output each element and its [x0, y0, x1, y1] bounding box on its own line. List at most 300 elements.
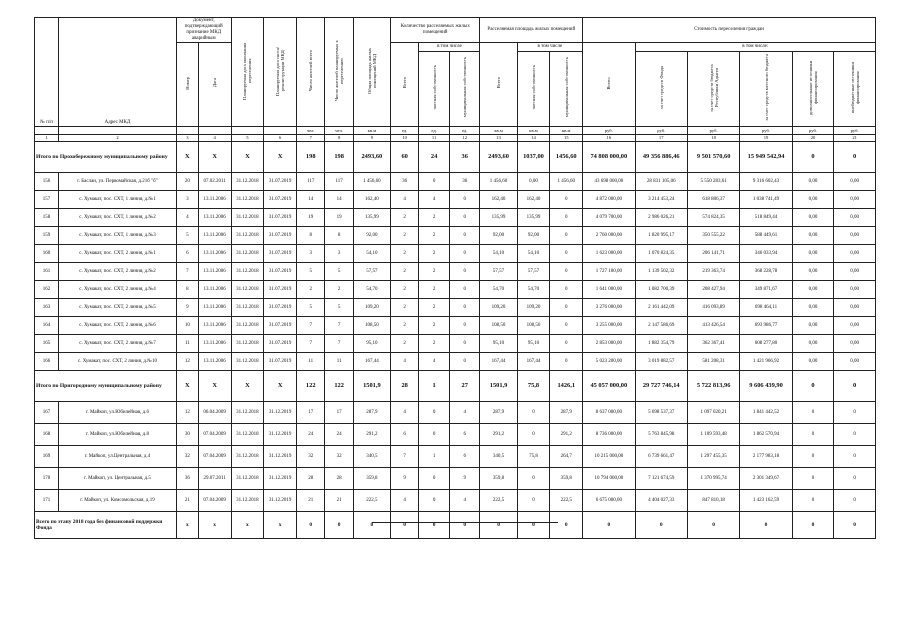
table-cell: 2 853 000,00	[583, 335, 635, 353]
table-cell: 167,44	[480, 353, 517, 371]
row-address: г. Майкоп, ул. Центральная, д.5	[59, 468, 177, 490]
table-cell: 21	[297, 490, 325, 512]
table-cell: 13.11.2006	[198, 317, 231, 335]
table-row	[35, 446, 876, 468]
table-cell: 1 862 570,94	[740, 424, 792, 446]
table-cell: 135,99	[480, 209, 517, 227]
table-cell: 2	[419, 209, 450, 227]
header-cost-group: Стоимость переселения граждан	[583, 18, 876, 43]
table-cell: 0	[517, 424, 550, 446]
table-cell: 24	[419, 142, 450, 173]
table-cell	[231, 127, 264, 135]
table-cell: 9	[449, 468, 480, 490]
table-cell: 6	[449, 446, 480, 468]
table-cell: 0	[792, 468, 834, 490]
table-cell: 43 698 000,00	[583, 173, 635, 191]
table-cell: 36	[449, 173, 480, 191]
table-cell: 368 228,78	[740, 263, 792, 281]
table-cell: 1 109 593,48	[687, 424, 739, 446]
table-cell: 11	[325, 353, 353, 371]
table-cell: 24	[297, 424, 325, 446]
table-cell: 5 722 813,96	[687, 371, 739, 402]
table-cell: 0	[419, 402, 450, 424]
row-number: 170	[35, 468, 59, 490]
row-number: 160	[35, 245, 59, 263]
table-cell: 31.12.2018	[231, 424, 264, 446]
table-cell: 2	[390, 245, 418, 263]
table-cell: 413 426,54	[687, 317, 739, 335]
table-cell: 0	[517, 468, 550, 490]
table-cell: 31.12.2018	[231, 335, 264, 353]
table-cell: 31.12.2019	[264, 402, 297, 424]
table-cell: 108,50	[480, 317, 517, 335]
table-cell: 0	[449, 317, 480, 335]
table-cell: 416 093,89	[687, 299, 739, 317]
row-number: 166	[35, 353, 59, 371]
table-cell: 0,00	[792, 281, 834, 299]
table-cell: ед.	[419, 127, 450, 135]
table-cell: 13	[480, 135, 517, 142]
table-cell: 2 161 442,09	[635, 299, 687, 317]
table-cell: 5	[231, 135, 264, 142]
table-cell: 0	[517, 402, 550, 424]
table-cell: 2 301 349,67	[740, 468, 792, 490]
table-cell: 0	[449, 281, 480, 299]
row-address: с. Хумакат, пос. СХТ, 1 линия, д.№3	[59, 227, 177, 245]
header-rooms-sub: в том числе	[419, 43, 480, 52]
table-cell: 109,20	[517, 299, 550, 317]
table-cell: 0	[550, 353, 583, 371]
table-cell: 31.12.2018	[231, 281, 264, 299]
table-cell: 57,57	[353, 263, 390, 281]
table-cell: 2	[419, 281, 450, 299]
table-row	[35, 209, 876, 227]
table-cell: X	[231, 371, 264, 402]
table-row	[35, 173, 876, 191]
table-cell: 5	[297, 299, 325, 317]
table-cell: 9 501 570,60	[687, 142, 739, 173]
table-cell: 1 456,60	[480, 173, 517, 191]
table-cell: 0	[834, 371, 876, 402]
table-cell: 54,10	[517, 245, 550, 263]
table-cell: 0,00	[792, 263, 834, 281]
table-cell	[35, 127, 59, 135]
table-cell: 4	[449, 490, 480, 512]
table-cell: 1501,9	[480, 371, 517, 402]
table-row	[35, 263, 876, 281]
units-row	[35, 127, 876, 135]
table-cell: 222,5	[353, 490, 390, 512]
table-cell: 1 370 995,74	[687, 468, 739, 490]
table-cell: чел.	[297, 127, 325, 135]
header-doc-group: Документ, подтверждающий признание МКД аварийным	[176, 18, 231, 43]
table-cell: 5 023 200,00	[583, 353, 635, 371]
table-cell: 4	[419, 353, 450, 371]
table-cell: 0	[635, 512, 687, 539]
table-cell: 1 097 020,21	[687, 402, 739, 424]
table-cell: 10 215 000,00	[583, 446, 635, 468]
table-cell: 31.07.2019	[264, 227, 297, 245]
header-num: № п/п	[35, 18, 59, 127]
table-cell: 31.12.2018	[231, 263, 264, 281]
table-row	[35, 281, 876, 299]
table-cell: 1 882 354,79	[635, 335, 687, 353]
table-cell: 27	[449, 371, 480, 402]
table-cell: 30	[176, 424, 198, 446]
table-cell: 17	[635, 135, 687, 142]
table-cell: руб.	[740, 127, 792, 135]
table-cell: 36	[449, 142, 480, 173]
table-cell: 13.11.2006	[198, 281, 231, 299]
table-cell: 57,57	[517, 263, 550, 281]
table-cell: 4	[390, 490, 418, 512]
table-cell: 4	[390, 402, 418, 424]
row-number: 164	[35, 317, 59, 335]
table-cell: 7	[297, 135, 325, 142]
table-cell: 31.07.2019	[264, 317, 297, 335]
table-cell: 31.12.2018	[231, 468, 264, 490]
table-cell: 0,00	[834, 281, 876, 299]
table-cell: 1037,00	[517, 142, 550, 173]
table-cell	[198, 127, 231, 135]
table-cell: 0	[834, 402, 876, 424]
table-cell: 109,20	[480, 299, 517, 317]
header-rooms-total: Всего	[390, 43, 418, 127]
row-address: г. Майкоп, ул. Комсомольская, д.19	[59, 490, 177, 512]
table-cell: 108,50	[353, 317, 390, 335]
table-cell: 0,00	[834, 245, 876, 263]
table-cell: 7	[297, 335, 325, 353]
table-cell: 162,40	[353, 191, 390, 209]
table-cell: 31.12.2018	[231, 402, 264, 424]
table-cell: 2	[419, 245, 450, 263]
table-cell: 0	[297, 512, 325, 539]
table-cell: 32	[176, 446, 198, 468]
table-cell: 0	[740, 512, 792, 539]
table-cell: 0	[834, 468, 876, 490]
table-cell: 0	[792, 490, 834, 512]
table-cell: кв.м	[517, 127, 550, 135]
table-cell: 24	[325, 424, 353, 446]
table-cell	[59, 127, 177, 135]
table-cell: 0	[449, 263, 480, 281]
table-cell: 15 949 542,94	[740, 142, 792, 173]
table-cell: 0	[449, 512, 480, 539]
table-cell: 13.11.2006	[198, 353, 231, 371]
table-cell: 9	[390, 468, 418, 490]
row-number: 163	[35, 299, 59, 317]
table-cell: 162,40	[480, 191, 517, 209]
row-number: 171	[35, 490, 59, 512]
table-cell: X	[198, 142, 231, 173]
table-cell: 07.04.2009	[198, 424, 231, 446]
table-cell: 0	[480, 512, 517, 539]
table-row	[35, 335, 876, 353]
table-row	[35, 317, 876, 335]
table-row	[35, 227, 876, 245]
table-cell: 54,70	[517, 281, 550, 299]
table-row	[35, 468, 876, 490]
table-cell: 17	[325, 402, 353, 424]
table-cell: 31.12.2019	[264, 468, 297, 490]
table-cell: 7 121 674,59	[635, 468, 687, 490]
table-cell: 2	[419, 317, 450, 335]
table-cell: 17	[297, 402, 325, 424]
header-residents: Число жителей всего	[297, 18, 325, 127]
table-cell: 0	[550, 263, 583, 281]
table-cell: 5	[325, 263, 353, 281]
table-cell: 3 214 453,24	[635, 191, 687, 209]
table-cell: 21	[834, 135, 876, 142]
header-rooms-group: Количество расселяемых жилых помещений	[390, 18, 480, 43]
district-total-row	[35, 142, 876, 173]
table-cell: 12	[449, 135, 480, 142]
row-address: г. Майкоп, ул.Юбилейная, д.6	[59, 402, 177, 424]
table-cell: кв.м	[353, 127, 390, 135]
table-cell: 31.12.2018	[231, 490, 264, 512]
table-cell: 1426,1	[550, 371, 583, 402]
table-cell: 19	[297, 209, 325, 227]
table-cell: 608 277,80	[740, 335, 792, 353]
row-number: 167	[35, 402, 59, 424]
table-cell: 117	[297, 173, 325, 191]
table-cell: 135,99	[517, 209, 550, 227]
table-cell: 31.12.2018	[231, 317, 264, 335]
table-cell: 92,00	[480, 227, 517, 245]
table-cell: 2	[390, 263, 418, 281]
table-cell: 54,10	[353, 245, 390, 263]
table-cell: 4 404 027,33	[635, 490, 687, 512]
header-rooms-municipal: муниципальная собственность	[449, 52, 480, 127]
table-cell: X	[231, 142, 264, 173]
table-cell: 0	[353, 512, 390, 539]
table-cell: 1 421 966,92	[740, 353, 792, 371]
table-body	[35, 127, 876, 539]
table-cell: 36	[390, 173, 418, 191]
table-cell: 9	[176, 299, 198, 317]
table-cell: 21	[325, 490, 353, 512]
table-cell: 2 760 000,00	[583, 227, 635, 245]
table-cell: 13.11.2006	[198, 227, 231, 245]
table-cell: 06.04.2009	[198, 402, 231, 424]
table-cell: ед.	[449, 127, 480, 135]
table-cell: 19	[325, 209, 353, 227]
table-cell: 95,10	[480, 335, 517, 353]
row-address: с. Хумакат, пос. СХТ, 2 линия, д.№5	[59, 299, 177, 317]
table-cell: 0	[792, 371, 834, 402]
table-cell: 359,8	[550, 468, 583, 490]
table-cell: 206 141,71	[687, 245, 739, 263]
table-cell: X	[264, 371, 297, 402]
table-cell: 31.07.2019	[264, 173, 297, 191]
table-cell: 32	[297, 446, 325, 468]
table-cell: 11	[419, 135, 450, 142]
table-cell: 31.07.2019	[264, 209, 297, 227]
table-cell: 2	[390, 209, 418, 227]
table-cell: 346 033,94	[740, 245, 792, 263]
row-number: 162	[35, 281, 59, 299]
table-cell: руб.	[635, 127, 687, 135]
table-cell: 0	[550, 245, 583, 263]
header-cost-rb: за счет средств бюджета Республики Адыгея	[687, 52, 739, 127]
header-area-sub: в том числе	[517, 43, 583, 52]
table-cell: 7	[325, 317, 353, 335]
table-cell: 2	[390, 299, 418, 317]
table-cell: 10	[390, 135, 418, 142]
table-cell: x	[176, 512, 198, 539]
table-cell: 18	[687, 135, 739, 142]
table-cell: 2	[390, 281, 418, 299]
table-cell: 0,00	[834, 191, 876, 209]
table-cell: 1 456,60	[353, 173, 390, 191]
table-cell: 13.11.2006	[198, 191, 231, 209]
table-cell: 54,10	[480, 245, 517, 263]
register-sheet	[34, 17, 876, 539]
row-address: с. Хумакат, пос. СХТ, 2 линия, д.№4	[59, 281, 177, 299]
table-cell: 31.12.2018	[231, 353, 264, 371]
table-cell: 0	[419, 490, 450, 512]
table-cell: 0	[834, 512, 876, 539]
table-cell: 0,00	[834, 227, 876, 245]
table-cell: 5	[325, 299, 353, 317]
table-cell: 4	[176, 209, 198, 227]
row-number: 158	[35, 209, 59, 227]
table-cell: 0	[792, 142, 834, 173]
table-cell: 95,10	[353, 335, 390, 353]
table-cell: 13.11.2006	[198, 263, 231, 281]
table-cell: 0	[390, 512, 418, 539]
table-cell: 19	[740, 135, 792, 142]
table-cell: 3	[325, 245, 353, 263]
header-cost-fund: за счет средств Фонда	[635, 52, 687, 127]
table-cell: 31.12.2019	[264, 490, 297, 512]
table-cell: 31.07.2019	[264, 263, 297, 281]
table-cell: X	[198, 371, 231, 402]
table-cell: 3 019 882,57	[635, 353, 687, 371]
table-cell: X	[176, 142, 198, 173]
row-number: 161	[35, 263, 59, 281]
table-cell: 2	[59, 135, 177, 142]
table-cell: 8	[325, 227, 353, 245]
table-cell: 4 079 700,00	[583, 209, 635, 227]
table-cell: 287,9	[480, 402, 517, 424]
header-cost-sub: в том числе:	[635, 43, 875, 52]
table-cell: 0,00	[792, 317, 834, 335]
table-cell: 0	[449, 245, 480, 263]
header-rooms-private: частная собственность	[419, 52, 450, 127]
table-cell: 291,2	[550, 424, 583, 446]
table-cell: 31.12.2018	[231, 191, 264, 209]
table-cell: 0,00	[792, 335, 834, 353]
table-cell	[264, 127, 297, 135]
table-cell: 0	[449, 353, 480, 371]
table-cell: 6	[449, 424, 480, 446]
table-cell: 108,50	[517, 317, 550, 335]
table-cell: 0	[834, 490, 876, 512]
table-cell: 74 808 000,00	[583, 142, 635, 173]
table-cell: 1	[419, 446, 450, 468]
table-cell: 340,5	[480, 446, 517, 468]
table-cell: 7	[297, 317, 325, 335]
table-cell: 291,2	[353, 424, 390, 446]
table-cell: 4 872 000,00	[583, 191, 635, 209]
table-cell: 54,70	[480, 281, 517, 299]
table-cell: 3 276 000,00	[583, 299, 635, 317]
table-cell: 222,5	[550, 490, 583, 512]
table-cell: 1 841 442,52	[740, 402, 792, 424]
table-cell: 31.12.2019	[264, 446, 297, 468]
table-cell: 122	[325, 371, 353, 402]
table-cell: 12	[176, 402, 198, 424]
table-cell: руб.	[687, 127, 739, 135]
table-cell: 5 698 537,37	[635, 402, 687, 424]
table-cell: 2 177 983,18	[740, 446, 792, 468]
table-cell: 2	[390, 335, 418, 353]
table-cell: 2	[419, 299, 450, 317]
table-cell: 12	[176, 353, 198, 371]
table-cell: 9	[353, 135, 390, 142]
header-area-total: Общая площадь жилых помещений МКД	[353, 18, 390, 127]
table-cell: 359,8	[480, 468, 517, 490]
table-cell: 287,9	[353, 402, 390, 424]
table-cell: 574 824,35	[687, 209, 739, 227]
table-cell: 198	[325, 142, 353, 173]
table-row	[35, 191, 876, 209]
table-cell: 45 057 000,00	[583, 371, 635, 402]
table-cell: 0	[792, 512, 834, 539]
table-cell: 0	[517, 490, 550, 512]
table-cell: X	[176, 371, 198, 402]
table-cell: 4	[390, 191, 418, 209]
district-total-row	[35, 371, 876, 402]
table-cell: 31.07.2019	[264, 281, 297, 299]
row-number: 156	[35, 173, 59, 191]
table-cell: 0,00	[792, 173, 834, 191]
table-cell: 7	[390, 446, 418, 468]
table-cell: 208 427,94	[687, 281, 739, 299]
table-cell: кв.м	[550, 127, 583, 135]
header-planned-demolition: Планируемая дата сноса/реконструкции МКД	[264, 18, 297, 127]
table-row	[35, 402, 876, 424]
table-cell: 13.11.2006	[198, 245, 231, 263]
table-cell: 1 139 502,32	[635, 263, 687, 281]
table-cell: 1 820 995,17	[635, 227, 687, 245]
table-cell: 340,5	[353, 446, 390, 468]
table-cell: 11	[176, 335, 198, 353]
header-area-municipal: муниципальная собственность	[550, 52, 583, 127]
table-cell: x	[264, 512, 297, 539]
table-cell: 31.07.2019	[264, 299, 297, 317]
table-cell: 8	[176, 281, 198, 299]
table-cell: 7	[176, 263, 198, 281]
table-cell: 5	[176, 227, 198, 245]
table-cell: 07.04.2009	[198, 490, 231, 512]
table-cell: 1 082 700,39	[635, 281, 687, 299]
row-address: г. Баслан, ул. Первомайская, д.21б "б"	[59, 173, 177, 191]
table-cell: руб.	[834, 127, 876, 135]
table-cell: 54,70	[353, 281, 390, 299]
table-cell: 2493,60	[353, 142, 390, 173]
header-residents-planned: Число жителей планируемых к переселению	[325, 18, 353, 127]
table-cell: 0	[419, 424, 450, 446]
table-cell: 9 606 439,90	[740, 371, 792, 402]
row-address: г. Майкоп, ул.Юбилейная, д.8	[59, 424, 177, 446]
table-cell: 693 986,77	[740, 317, 792, 335]
table-cell: 847 810,18	[687, 490, 739, 512]
row-address: с. Хумакат, пос. СХТ, 2 линия, д.№2	[59, 263, 177, 281]
row-number: 168	[35, 424, 59, 446]
row-number: 169	[35, 446, 59, 468]
